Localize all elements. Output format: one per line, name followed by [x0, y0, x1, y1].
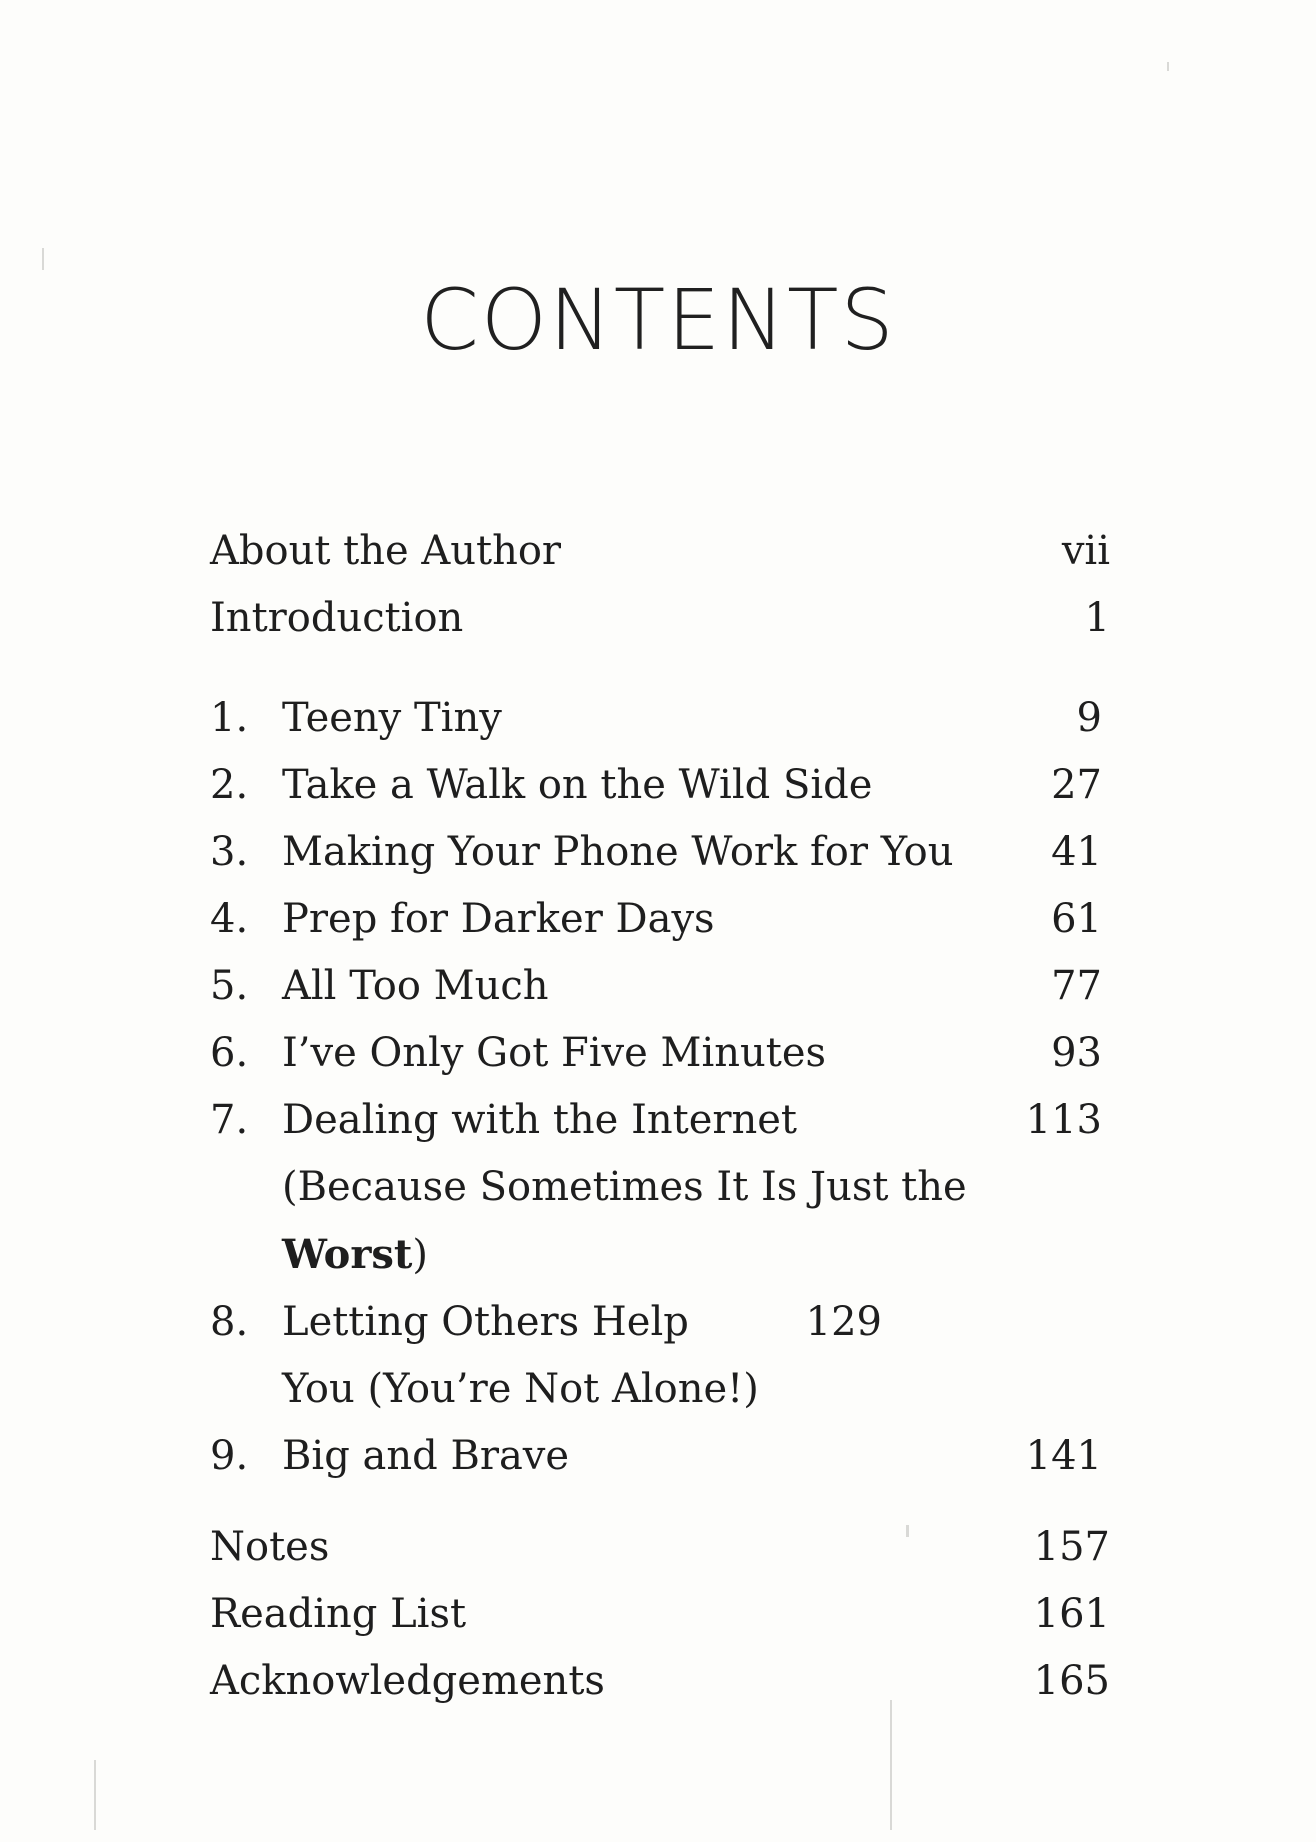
scan-mark [94, 1760, 96, 1830]
chapter-title-emphasis: Worst [282, 1231, 413, 1278]
chapter-title-text: Dealing with the Internet (Because Sometimes It Is Just the [282, 1097, 967, 1210]
toc-entry-notes[interactable] [210, 1514, 1110, 1581]
toc-chapter-3[interactable] [210, 819, 1110, 886]
scan-mark [1167, 62, 1169, 71]
chapter-number: 9. [210, 1433, 249, 1479]
section-spacer [210, 1490, 1110, 1514]
toc-entry-page: 1 [1084, 595, 1110, 641]
chapter-page: 113 [1025, 1097, 1102, 1143]
chapter-title [282, 1087, 982, 1289]
chapter-number: 2. [210, 762, 249, 808]
chapter-page: 129 [805, 1299, 882, 1345]
chapter-number: 4. [210, 896, 249, 942]
toc-entry-page: 165 [1033, 1658, 1110, 1704]
toc-chapter-6[interactable] [210, 1020, 1110, 1087]
scan-mark [42, 248, 44, 270]
toc-entry-reading-list[interactable] [210, 1581, 1110, 1648]
chapter-page: 77 [1051, 963, 1102, 1009]
toc-entry-page: 157 [1033, 1524, 1110, 1570]
chapter-number: 5. [210, 963, 249, 1009]
toc-chapter-8[interactable] [210, 1289, 1110, 1423]
toc-chapter-7[interactable] [210, 1087, 1110, 1289]
toc-chapter-5[interactable] [210, 953, 1110, 1020]
chapter-number: 6. [210, 1030, 249, 1076]
toc-entry-title: About the Author [210, 528, 562, 574]
toc-entry-title: Acknowledgements [210, 1658, 605, 1704]
section-spacer [210, 652, 1110, 685]
toc-entry-page: 161 [1033, 1591, 1110, 1637]
chapter-title: Take a Walk on the Wild Side [282, 762, 873, 808]
chapter-number: 3. [210, 829, 249, 875]
toc-chapter-1[interactable] [210, 685, 1110, 752]
chapter-title: Big and Brave [282, 1433, 570, 1479]
chapter-page: 61 [1051, 896, 1102, 942]
chapter-title: Letting Others Help You (You’re Not Alone!) [282, 1299, 759, 1412]
chapter-title: Making Your Phone Work for You [282, 829, 954, 875]
chapter-title: I’ve Only Got Five Minutes [282, 1030, 827, 1076]
toc-entry-title: Reading List [210, 1591, 467, 1637]
toc-chapter-9[interactable] [210, 1423, 1110, 1490]
chapter-title: Prep for Darker Days [282, 896, 715, 942]
toc-chapter-4[interactable] [210, 886, 1110, 953]
toc-entry-page: vii [1061, 528, 1110, 574]
chapter-title: All Too Much [282, 963, 549, 1009]
chapter-page: 41 [1051, 829, 1102, 875]
toc-entry-title: Notes [210, 1524, 330, 1570]
toc-entry-title: Introduction [210, 595, 464, 641]
chapter-page: 141 [1025, 1433, 1102, 1479]
table-of-contents [210, 518, 1110, 1715]
chapter-title: Teeny Tiny [282, 695, 502, 741]
chapter-page: 27 [1051, 762, 1102, 808]
toc-entry-acknowledgements[interactable] [210, 1648, 1110, 1715]
toc-chapter-2[interactable] [210, 752, 1110, 819]
chapter-number: 7. [210, 1097, 249, 1143]
toc-entry-about-the-author[interactable] [210, 518, 1110, 585]
chapter-number: 8. [210, 1299, 249, 1345]
chapter-page: 93 [1051, 1030, 1102, 1076]
page-title: CONTENTS [420, 271, 896, 369]
chapter-title-text-end: ) [412, 1232, 429, 1278]
chapter-page: 9 [1076, 695, 1102, 741]
toc-entry-introduction[interactable] [210, 585, 1110, 652]
scan-mark [890, 1700, 892, 1830]
chapter-number: 1. [210, 695, 249, 741]
